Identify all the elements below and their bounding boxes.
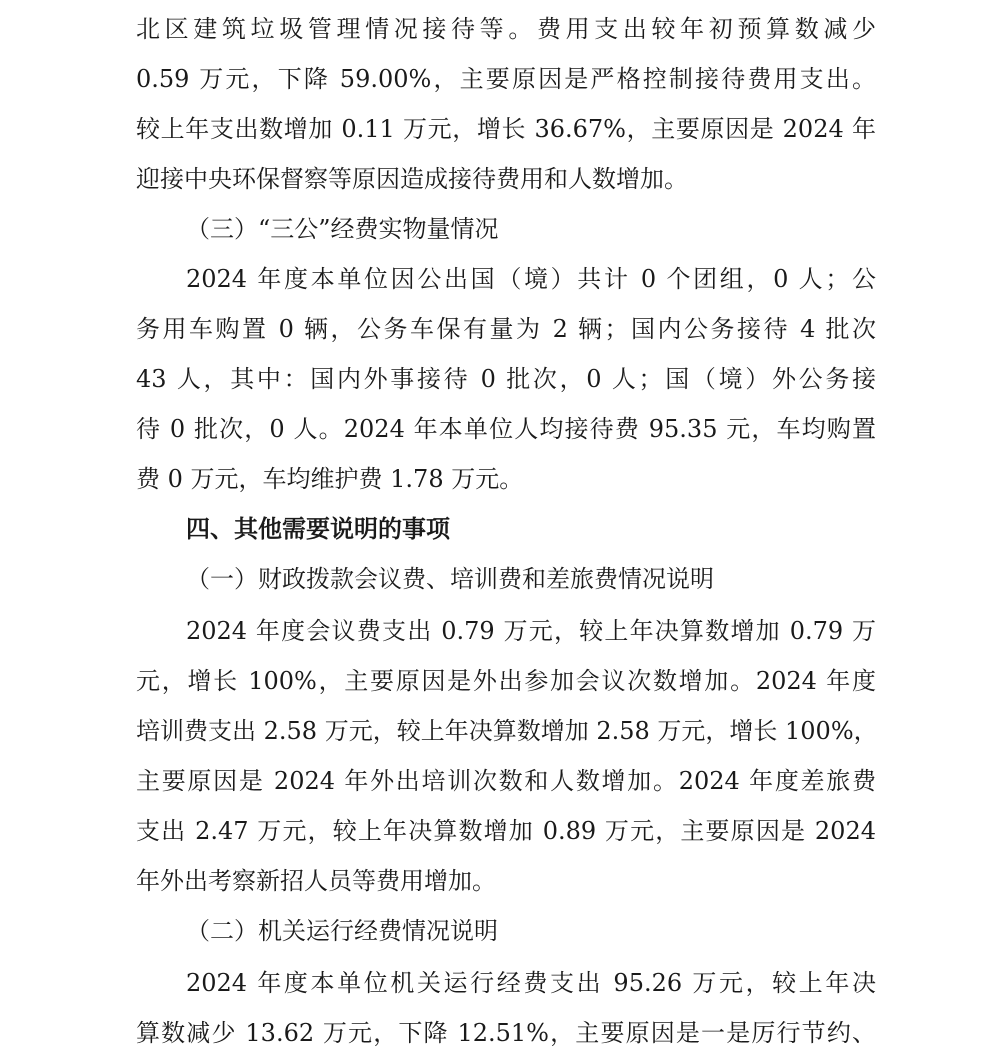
- section-heading: （一）财政拨款会议费、培训费和差旅费情况说明: [186, 565, 714, 593]
- paragraph-line: 年外出考察新招人员等费用增加。: [136, 867, 496, 895]
- paragraph-line: 0.59 万元，下降 59.00%，主要原因是严格控制接待费用支出。: [136, 65, 876, 93]
- paragraph-line: 2024 年度本单位因公出国（境）共计 0 个团组，0 人；公: [186, 265, 876, 293]
- paragraph-line: 2024 年度本单位机关运行经费支出 95.26 万元，较上年决: [186, 969, 876, 997]
- paragraph-line: 支出 2.47 万元，较上年决算数增加 0.89 万元，主要原因是 2024: [136, 817, 876, 845]
- paragraph-line: 培训费支出 2.58 万元，较上年决算数增加 2.58 万元，增长 100%，: [136, 717, 878, 745]
- paragraph-line: 2024 年度会议费支出 0.79 万元，较上年决算数增加 0.79 万: [186, 617, 876, 645]
- paragraph-line: 务用车购置 0 辆，公务车保有量为 2 辆；国内公务接待 4 批次: [136, 315, 876, 343]
- paragraph-line: 迎接中央环保督察等原因造成接待费用和人数增加。: [136, 165, 688, 193]
- section-heading: 四、其他需要说明的事项: [186, 515, 450, 543]
- section-heading: （三）“三公”经费实物量情况: [186, 215, 499, 243]
- paragraph-line: 主要原因是 2024 年外出培训次数和人数增加。2024 年度差旅费: [136, 767, 876, 795]
- section-heading: （二）机关运行经费情况说明: [186, 917, 498, 945]
- paragraph-line: 元，增长 100%，主要原因是外出参加会议次数增加。2024 年度: [136, 667, 876, 695]
- paragraph-line: 费 0 万元，车均维护费 1.78 万元。: [136, 465, 524, 493]
- paragraph-line: 待 0 批次，0 人。2024 年本单位人均接待费 95.35 元，车均购置: [136, 415, 876, 443]
- paragraph-line: 算数减少 13.62 万元，下降 12.51%，主要原因是一是厉行节约、: [136, 1019, 876, 1047]
- paragraph-line: 较上年支出数增加 0.11 万元，增长 36.67%，主要原因是 2024 年: [136, 115, 876, 143]
- paragraph-line: 北区建筑垃圾管理情况接待等。费用支出较年初预算数减少: [136, 15, 876, 43]
- document-page: [136, 0, 876, 1056]
- paragraph-line: 43 人，其中：国内外事接待 0 批次，0 人；国（境）外公务接: [136, 365, 876, 393]
